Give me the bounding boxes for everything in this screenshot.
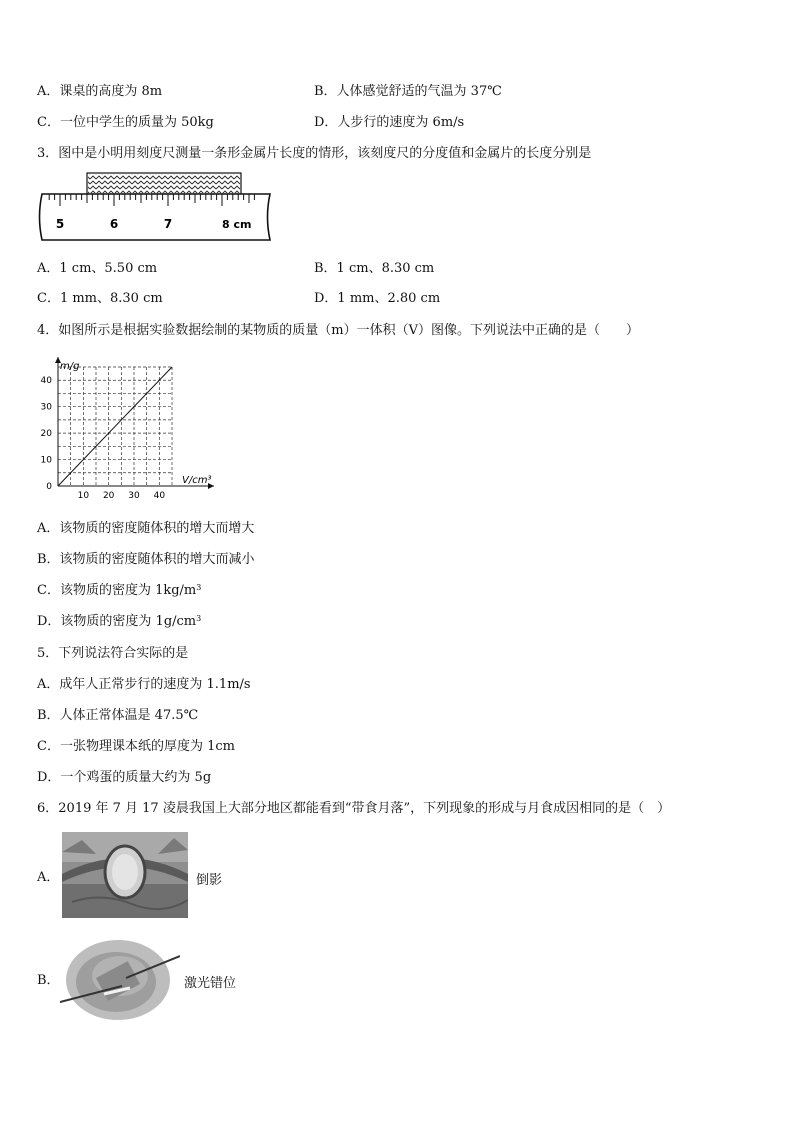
ruler-label-7: 7 [163, 217, 173, 231]
ruler-label-8cm: 8 cm [222, 218, 252, 231]
y-axis-label: m/g [60, 361, 80, 372]
q6-option-a-letter: A． [37, 870, 60, 885]
q5-option-b: B．人体正常体温是 47.5℃ [37, 708, 199, 723]
q2-option-b: B．人体感觉舒适的气温为 37℃ [314, 84, 502, 99]
q3-option-c: C．1 mm、8.30 cm [37, 291, 163, 306]
q4-option-d-text: D．该物质的密度为 1g/cm [37, 614, 197, 629]
laser-offset-photo [60, 938, 180, 1024]
y-tick-label: 40 [40, 376, 52, 387]
q6-option-a-caption: 倒影 [196, 873, 223, 888]
q4-stem: 4．如图所示是根据实验数据绘制的某物质的质量（m）一体积（V）图像。下列说法中正确的是（ ） [37, 323, 639, 338]
q2-option-a: A．课桌的高度为 8m [37, 84, 163, 99]
q3-option-b: B．1 cm、8.30 cm [314, 261, 435, 276]
bridge-reflection-photo [62, 832, 188, 918]
y-tick-label: 0 [46, 482, 52, 492]
ruler-figure [36, 170, 276, 242]
q3-stem: 3．图中是小明用刻度尺测量一条形金属片长度的情形，该刻度尺的分度值和金属片的长度分别是 [37, 146, 592, 161]
q6-option-b-caption: 激光错位 [184, 976, 237, 991]
q3-option-d: D．1 mm、2.80 cm [314, 291, 441, 306]
x-tick-label: 20 [102, 491, 115, 501]
x-tick-label: 40 [153, 491, 166, 501]
ruler-label-6: 6 [109, 217, 119, 231]
q5-option-a: A．成年人正常步行的速度为 1.1m/s [37, 677, 251, 692]
q6-option-b-letter: B． [37, 973, 60, 988]
q4-option-c-text: C．该物质的密度为 1kg/m [37, 583, 197, 598]
y-tick-label: 10 [40, 455, 52, 466]
mass-volume-line [58, 367, 172, 486]
q6-stem: 6．2019 年 7 月 17 凌晨我国上大部分地区都能看到“带食月落”，下列现象的形成与月食成因相同的是（ ） [37, 801, 671, 816]
x-tick-label: 10 [77, 491, 90, 501]
q2-option-d: D．人步行的速度为 6m/s [314, 115, 465, 130]
ruler-label-5: 5 [55, 217, 65, 231]
ruler-body [40, 194, 271, 240]
q4-option-a: A．该物质的密度随体积的增大而增大 [37, 521, 255, 536]
q4-option-d-sup: 3 [196, 614, 202, 623]
x-tick-label: 30 [128, 491, 140, 501]
q5-option-c: C．一张物理课本纸的厚度为 1cm [37, 739, 235, 754]
y-tick-label: 30 [40, 402, 52, 413]
q2-option-c: C．一位中学生的质量为 50kg [37, 115, 214, 130]
q3-option-a: A．1 cm、5.50 cm [37, 261, 158, 276]
mass-volume-chart [36, 355, 216, 505]
y-tick-label: 20 [40, 429, 52, 440]
x-axis-label: V/cm³ [182, 475, 212, 486]
q4-option-d [37, 613, 201, 631]
q5-option-d: D．一个鸡蛋的质量大约为 5g [37, 770, 212, 785]
q5-stem: 5．下列说法符合实际的是 [37, 646, 189, 661]
q4-option-b: B．该物质的密度随体积的增大而减小 [37, 552, 255, 567]
q4-option-c-sup: 3 [196, 583, 202, 592]
q4-option-c [37, 582, 201, 600]
